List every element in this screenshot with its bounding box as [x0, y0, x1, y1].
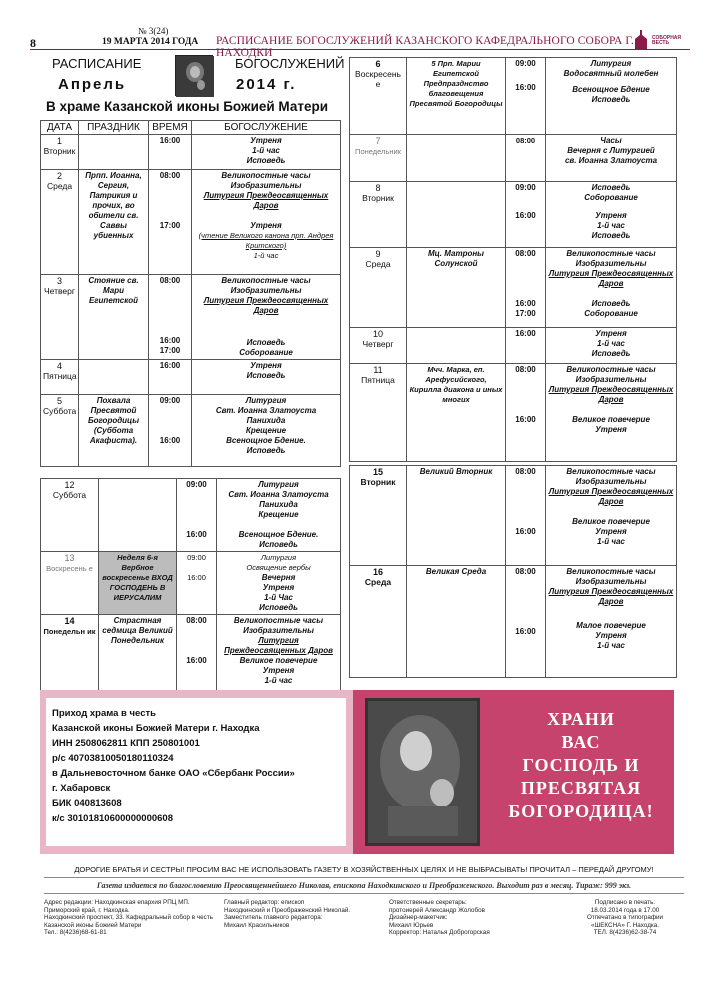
col-service: БОГОСЛУЖЕНИЕ	[192, 121, 341, 135]
blessing-text: ХРАНИ ВАС ГОСПОДЬ И ПРЕСВЯТАЯ БОГОРОДИЦА!	[508, 709, 654, 821]
bank-line: БИК 040813608	[52, 798, 122, 809]
issue-date: 19 МАРТА 2014 ГОДА	[102, 37, 199, 47]
publication-blessing: Газета издается по благословению Преосвященнейшего Николая, епископа Находкинского и Преображенского. Выходит раз в месяц. Тираж: 999 экз.	[44, 877, 684, 894]
table-row: 16 Среда Великая Среда 08:00 16:00 Великопостные часы Изобразительны Литургия Преждеосвященных Даров Малое повечерие Утреня 1-й час	[350, 566, 677, 678]
table-header-row	[41, 121, 341, 135]
table-row: 11 Пятница Мчч. Марка, еп. Арефусийского, Кирилла диакона и иных многих 08:00 16:00 Великопостные часы Изобразительны Литургия Преждеосвященных Даров Великое повечерие Утреня	[350, 364, 677, 462]
appeal-text: ДОРОГИЕ БРАТЬЯ И СЕСТРЫ! ПРОСИМ ВАС НЕ ИСПОЛЬЗОВАТЬ ГАЗЕТУ В ХОЗЯЙСТВЕННЫХ ЦЕЛЯХ И НЕ ВЫБРАСЫВАТЬ! ПРОЧИТАЛ – ПЕРЕДАЙ ДРУГОМУ!	[74, 865, 654, 874]
imprint-secretary: Ответственные секретарь: протоиерей Александр Жолобов Дизайнер-макетчик: Михаил Юрьев Корректор: Наталья Доброгорская	[389, 899, 490, 937]
schedule-table-3	[349, 57, 677, 462]
page-number: 8	[30, 36, 36, 50]
masthead-word-2: БОГОСЛУЖЕНИЙ	[235, 56, 345, 71]
year-title: 2014 г.	[236, 76, 297, 93]
table-row: 6 Воскресень е 5 Прп. Марии Египетской Предпразднство благовещения Пресвятой Богородицы 09:00 16:00 Литургия Водосвятный молебен Всенощное Бдение Исповедь	[350, 58, 677, 135]
imprint-address: Адрес редакции: Находкинская епархия РПЦ МП. Приморский край, г. Находка. Находкинский проспект, 33. Кафедральный собор в честь Казанской иконы Божией Матери Тел.: 8(4236)68-61-81	[44, 899, 213, 937]
schedule-table-1	[40, 120, 341, 467]
bank-line: Приход храма в честь	[52, 708, 156, 719]
church-icon	[632, 30, 650, 49]
bank-line: к/с 30101810600000000608	[52, 813, 173, 824]
table-row: 4 Пятница 16:00 Утреня Исповедь	[41, 360, 341, 395]
table-row: 5 Суббота Похвала Пресвятой Богородицы (Суббота Акафиста). 09:00 16:00 Литургия Свт. Иоанна Златоуста Панихида Крещение Всенощное Бдение. Исповедь	[41, 395, 341, 467]
imprint-editor: Главный редактор: епископ Находкинский и Преображенский Николай. Заместитель главного редактора: Михаил Красильников	[224, 899, 351, 929]
table-row: 15 Вторник Великий Вторник 08:00 16:00 Великопостные часы Изобразительны Литургия Преждеосвященных Даров Великое повечерие Утреня 1-й час	[350, 466, 677, 566]
bank-details-box	[40, 690, 353, 854]
table-row: 2 Среда Прпп. Иоанна, Сергия, Патрикия и прочих, во обители св. Саввы убиенных 08:00 17:00 Великопостные часы Изобразительны Литургия Преждеосвященных Даров Утреня (чтение Великого канона прп. Андрея Критского) 1-й час	[41, 170, 341, 275]
bank-line: р/с 40703810050180110324	[52, 753, 174, 764]
schedule-masthead	[40, 52, 345, 120]
imprint	[44, 893, 684, 953]
blessing-box	[353, 690, 674, 854]
table-row: 1 Вторник 16:00 Утреня 1-й час Исповедь	[41, 135, 341, 170]
table-row: 3 Четверг Стояние св. Мари Египетской 08:00 16:00 17:00 Великопостные часы Изобразительны Литургия Преждеосвященных Даров Исповедь Соборование	[41, 275, 341, 360]
temple-title: В храме Казанской иконы Божией Матери	[46, 99, 329, 114]
schedule-table-2	[40, 478, 341, 691]
col-feast: ПРАЗДНИК	[79, 121, 149, 135]
col-date: ДАТА	[41, 121, 79, 135]
month-title: Апрель	[58, 76, 127, 93]
icon-image	[175, 55, 213, 96]
table-row: 9 Среда Мц. Матроны Солунской 08:00 16:00 17:00 Великопостные часы Изобразительны Литургия Преждеосвященных Даров Исповедь Соборование	[350, 248, 677, 328]
schedule-table-4	[349, 465, 677, 678]
newspaper-logo	[632, 30, 690, 49]
table-row: 14 Понедельн ик Страстная седмица Великий Понедельник 08:00 16:00 Великопостные часы Изобразительны Литургия Преждеосвященных Даров Великое повечерие Утреня 1-й час	[41, 615, 341, 691]
col-time: ВРЕМЯ	[149, 121, 192, 135]
bank-line: ИНН 2508062811 КПП 250801001	[52, 738, 200, 749]
bank-line: в Дальневосточном банке ОАО «Сбербанк России»	[52, 768, 295, 779]
table-row: 12 Суббота 09:00 16:00 Литургия Свт. Иоанна Златоуста Панихида Крещение Всенощное Бдение. Исповедь	[41, 479, 341, 552]
icon-image	[365, 698, 480, 846]
bank-line: г. Хабаровск	[52, 783, 111, 794]
page-title: РАСПИСАНИЕ БОГОСЛУЖЕНИЙ КАЗАНСКОГО КАФЕДРАЛЬНОГО СОБОРА Г. НАХОДКИ	[216, 35, 634, 59]
table-row: 8 Вторник 09:00 16:00 Исповедь Соборование Утреня 1-й час Исповедь	[350, 182, 677, 248]
bank-line: Казанской иконы Божией Матери г. Находка	[52, 723, 260, 734]
imprint-print: Подписано в печать: 18.03.2014 года в 17.00 Отпечатано в типографии «ШЕКСНА» Г. Находка. ТЕЛ. 8(4236)62-38-74	[586, 899, 664, 937]
masthead-word-1: РАСПИСАНИЕ	[52, 56, 142, 71]
page-header	[30, 26, 690, 59]
table-row: 13 Воскресень е Неделя 6-я Вербное воскресенье ВХОД ГОСПОДЕНЬ В ИЕРУСАЛИМ 09:00 16:00 Литургия Освящение вербы Вечерня Утреня 1-й Час Исповедь	[41, 552, 341, 615]
logo-text: СОБОРНАЯ ВЕСТЬ	[652, 35, 682, 46]
table-row: 7 Понедельник 08:00 Часы Вечерня с Литургией св. Иоанна Златоуста	[350, 135, 677, 182]
issue-number: № 3(24)	[138, 26, 169, 36]
table-row: 10 Четверг 16:00 Утреня 1-й час Исповедь	[350, 328, 677, 364]
